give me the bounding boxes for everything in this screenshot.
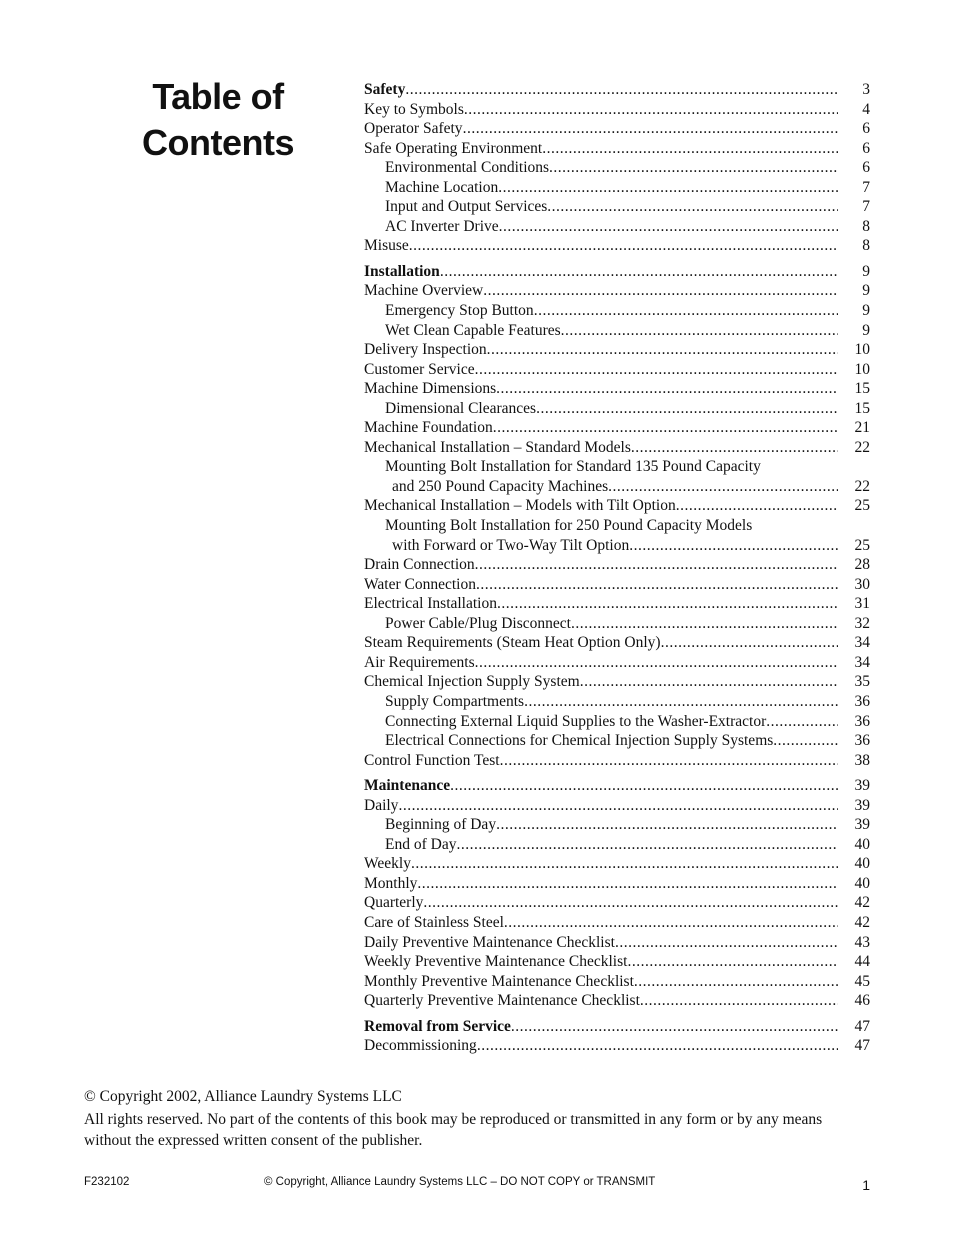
toc-dot-leader bbox=[398, 796, 838, 816]
table-of-contents bbox=[364, 80, 870, 1062]
toc-entry[interactable] bbox=[364, 575, 870, 595]
toc-entry-title: Mechanical Installation – Standard Models bbox=[364, 438, 631, 456]
toc-entry-title: Machine Foundation bbox=[364, 419, 493, 437]
toc-entry[interactable] bbox=[364, 217, 870, 237]
toc-entry-page: 10 bbox=[854, 360, 870, 378]
toc-entry[interactable] bbox=[364, 991, 870, 1011]
document-code: F232102 bbox=[84, 1176, 130, 1188]
toc-entry-page: 9 bbox=[862, 321, 870, 339]
toc-dot-leader bbox=[463, 119, 838, 139]
toc-entry[interactable] bbox=[364, 438, 870, 458]
toc-entry-title: Daily bbox=[364, 796, 399, 814]
toc-entry[interactable] bbox=[364, 692, 870, 712]
toc-entry-title: Mechanical Installation – Models with Tilt Option bbox=[364, 497, 676, 515]
toc-entry-continuation[interactable] bbox=[364, 536, 870, 556]
toc-dot-leader bbox=[493, 418, 838, 438]
toc-entry-title: Decommissioning bbox=[364, 1037, 477, 1055]
toc-entry-page: 43 bbox=[854, 933, 870, 951]
toc-entry[interactable] bbox=[364, 972, 870, 992]
toc-dot-leader bbox=[511, 1017, 838, 1037]
toc-entry-page: 3 bbox=[862, 81, 870, 98]
toc-dot-leader bbox=[477, 1036, 838, 1056]
toc-dot-leader bbox=[417, 874, 838, 894]
toc-entry-page: 45 bbox=[854, 972, 870, 990]
toc-entry-title: Installation bbox=[364, 262, 440, 280]
page-footer bbox=[84, 1175, 870, 1195]
toc-entry-page: 34 bbox=[854, 653, 870, 671]
toc-section bbox=[364, 80, 870, 256]
toc-entry[interactable] bbox=[364, 281, 870, 301]
toc-entry-title: Environmental Conditions bbox=[385, 159, 550, 177]
toc-entry-page: 39 bbox=[854, 816, 870, 834]
toc-dot-leader bbox=[615, 933, 838, 953]
toc-entry-title: Wet Clean Capable Features bbox=[385, 321, 561, 339]
toc-entry-title: Customer Service bbox=[364, 360, 475, 378]
toc-entry-page: 42 bbox=[854, 894, 870, 912]
toc-entry[interactable] bbox=[364, 301, 870, 321]
toc-entry-title: Daily Preventive Maintenance Checklist bbox=[364, 933, 615, 951]
toc-entry-page: 35 bbox=[854, 673, 870, 691]
toc-section bbox=[364, 262, 870, 770]
toc-entry-page: 21 bbox=[854, 419, 870, 437]
toc-entry-title: Electrical Installation bbox=[364, 595, 497, 613]
toc-entry[interactable] bbox=[364, 555, 870, 575]
toc-entry[interactable] bbox=[364, 496, 870, 516]
toc-entry[interactable] bbox=[364, 614, 870, 634]
toc-entry-title: Weekly Preventive Maintenance Checklist bbox=[364, 953, 628, 971]
toc-entry-page: 44 bbox=[854, 953, 870, 971]
toc-entry[interactable] bbox=[364, 379, 870, 399]
toc-entry[interactable] bbox=[364, 178, 870, 198]
toc-dot-leader bbox=[464, 100, 838, 120]
toc-entry-page: 8 bbox=[862, 217, 870, 235]
toc-entry-title: and 250 Pound Capacity Machines bbox=[392, 477, 609, 495]
toc-entry-title: Emergency Stop Button bbox=[385, 302, 534, 320]
toc-entry-page: 6 bbox=[862, 139, 870, 157]
toc-entry-page: 15 bbox=[854, 380, 870, 398]
toc-entry-title: AC Inverter Drive bbox=[385, 217, 499, 235]
toc-dot-leader bbox=[629, 536, 838, 556]
toc-dot-leader bbox=[542, 139, 838, 159]
toc-dot-leader bbox=[456, 835, 838, 855]
toc-section-heading[interactable] bbox=[364, 776, 870, 796]
toc-entry-title: Weekly bbox=[364, 855, 411, 873]
toc-dot-leader bbox=[627, 952, 838, 972]
toc-entry[interactable] bbox=[364, 815, 870, 835]
toc-dot-leader bbox=[561, 321, 838, 341]
toc-entry-page: 6 bbox=[862, 120, 870, 138]
toc-section-heading[interactable] bbox=[364, 1017, 870, 1037]
toc-entry-page: 34 bbox=[854, 634, 870, 652]
toc-dot-leader bbox=[536, 399, 838, 419]
toc-entry[interactable] bbox=[364, 236, 870, 256]
toc-dot-leader bbox=[549, 158, 838, 178]
toc-entry[interactable] bbox=[364, 653, 870, 673]
toc-entry-page: 42 bbox=[854, 913, 870, 931]
toc-entry-title: Maintenance bbox=[364, 777, 451, 795]
copyright-notice: © Copyright, Alliance Laundry Systems LLC – DO NOT COPY or TRANSMIT bbox=[264, 1176, 656, 1188]
toc-entry-page: 22 bbox=[854, 477, 870, 495]
toc-dot-leader bbox=[631, 438, 838, 458]
toc-entry[interactable] bbox=[364, 197, 870, 217]
toc-entry-title: Mounting Bolt Installation for 250 Pound Capacity Models bbox=[385, 517, 753, 535]
page-number: 1 bbox=[862, 1177, 870, 1193]
toc-dot-leader bbox=[676, 496, 838, 516]
toc-dot-leader bbox=[547, 197, 838, 217]
toc-entry-page: 9 bbox=[862, 262, 870, 280]
toc-entry-page: 40 bbox=[854, 835, 870, 853]
toc-entry[interactable] bbox=[364, 712, 870, 732]
toc-dot-leader bbox=[773, 731, 838, 751]
toc-entry-title: Machine Location bbox=[385, 178, 499, 196]
toc-dot-leader bbox=[487, 340, 838, 360]
toc-entry-page: 47 bbox=[854, 1037, 870, 1055]
toc-entry-page: 39 bbox=[854, 777, 870, 795]
toc-entry-page: 10 bbox=[854, 341, 870, 359]
toc-entry-title: Supply Compartments bbox=[385, 692, 525, 710]
toc-entry-title: Dimensional Clearances bbox=[385, 399, 537, 417]
toc-dot-leader bbox=[476, 575, 838, 595]
toc-entry-title: Care of Stainless Steel bbox=[364, 913, 504, 931]
toc-entry-title: Safe Operating Environment bbox=[364, 139, 543, 157]
toc-dot-leader bbox=[440, 262, 838, 282]
toc-section-heading[interactable] bbox=[364, 80, 870, 100]
toc-entry-title: Safety bbox=[364, 81, 406, 98]
toc-entry[interactable] bbox=[364, 672, 870, 692]
toc-entry-title: Chemical Injection Supply System bbox=[364, 673, 580, 691]
toc-dot-leader bbox=[499, 217, 838, 237]
toc-entry-title: Misuse bbox=[364, 237, 409, 255]
toc-entry[interactable] bbox=[364, 731, 870, 751]
toc-entry-title: Control Function Test bbox=[364, 751, 500, 769]
toc-entry-page: 39 bbox=[854, 796, 870, 814]
toc-entry[interactable] bbox=[364, 399, 870, 419]
toc-entry-page: 40 bbox=[854, 855, 870, 873]
toc-entry[interactable] bbox=[364, 874, 870, 894]
toc-dot-leader bbox=[571, 614, 838, 634]
toc-entry[interactable] bbox=[364, 457, 870, 477]
toc-entry[interactable] bbox=[364, 594, 870, 614]
toc-entry[interactable] bbox=[364, 913, 870, 933]
toc-entry-page: 36 bbox=[854, 692, 870, 710]
toc-entry-title: Input and Output Services bbox=[385, 198, 548, 216]
toc-entry-continuation[interactable] bbox=[364, 477, 870, 497]
toc-dot-leader bbox=[634, 972, 838, 992]
copyright-block bbox=[84, 1086, 864, 1151]
toc-entry-page: 8 bbox=[862, 237, 870, 255]
copyright-line: © Copyright 2002, Alliance Laundry Systems LLC bbox=[84, 1088, 402, 1105]
toc-entry-title: Delivery Inspection bbox=[364, 341, 487, 359]
toc-entry-page: 36 bbox=[854, 732, 870, 750]
toc-entry-title: Electrical Connections for Chemical Injection Supply Systems bbox=[385, 732, 774, 750]
toc-entry-title: Steam Requirements (Steam Heat Option Only) bbox=[364, 634, 661, 652]
toc-entry-page: 7 bbox=[862, 198, 870, 216]
toc-entry-title: Mounting Bolt Installation for Standard 135 Pound Capacity bbox=[385, 458, 761, 476]
toc-dot-leader bbox=[496, 379, 838, 399]
toc-entry-page: 46 bbox=[854, 992, 870, 1010]
toc-entry-title: End of Day bbox=[385, 835, 457, 853]
toc-dot-leader bbox=[500, 751, 838, 771]
page-title-line-2: Contents bbox=[142, 122, 294, 163]
toc-entry[interactable] bbox=[364, 893, 870, 913]
toc-dot-leader bbox=[423, 893, 838, 913]
page-title bbox=[118, 74, 318, 166]
toc-entry-title: Air Requirements bbox=[364, 653, 475, 671]
toc-dot-leader bbox=[411, 854, 838, 874]
toc-entry-title: Power Cable/Plug Disconnect bbox=[385, 614, 571, 632]
toc-entry-page: 15 bbox=[854, 399, 870, 417]
toc-entry-page: 36 bbox=[854, 712, 870, 730]
toc-entry[interactable] bbox=[364, 835, 870, 855]
toc-entry-page: 28 bbox=[854, 556, 870, 574]
toc-dot-leader bbox=[534, 301, 838, 321]
toc-section-heading[interactable] bbox=[364, 262, 870, 282]
toc-entry[interactable] bbox=[364, 340, 870, 360]
toc-section bbox=[364, 1017, 870, 1056]
toc-entry-page: 6 bbox=[862, 159, 870, 177]
toc-entry-title: Drain Connection bbox=[364, 556, 475, 574]
toc-entry[interactable] bbox=[364, 952, 870, 972]
toc-entry-page: 25 bbox=[854, 536, 870, 554]
toc-entry[interactable] bbox=[364, 418, 870, 438]
toc-entry-title: Water Connection bbox=[364, 575, 476, 593]
toc-dot-leader bbox=[524, 692, 838, 712]
toc-dot-leader bbox=[640, 991, 838, 1011]
toc-entry[interactable] bbox=[364, 158, 870, 178]
toc-entry[interactable] bbox=[364, 751, 870, 771]
toc-entry[interactable] bbox=[364, 119, 870, 139]
toc-entry-page: 9 bbox=[862, 302, 870, 320]
toc-entry-page: 31 bbox=[854, 595, 870, 613]
toc-entry-title: Monthly Preventive Maintenance Checklist bbox=[364, 972, 634, 990]
toc-section bbox=[364, 776, 870, 1011]
toc-entry[interactable] bbox=[364, 139, 870, 159]
toc-entry[interactable] bbox=[364, 1036, 870, 1056]
toc-entry-title: with Forward or Two-Way Tilt Option bbox=[392, 536, 630, 554]
toc-dot-leader bbox=[498, 178, 838, 198]
toc-dot-leader bbox=[504, 913, 838, 933]
toc-entry-page: 4 bbox=[862, 100, 870, 118]
toc-entry[interactable] bbox=[364, 854, 870, 874]
toc-dot-leader bbox=[766, 712, 838, 732]
toc-entry-title: Machine Overview bbox=[364, 282, 484, 300]
toc-entry[interactable] bbox=[364, 933, 870, 953]
toc-entry-title: Operator Safety bbox=[364, 120, 463, 138]
toc-entry-page: 32 bbox=[854, 614, 870, 632]
toc-dot-leader bbox=[475, 360, 838, 380]
toc-entry-page: 40 bbox=[854, 874, 870, 892]
toc-dot-leader bbox=[450, 776, 838, 796]
toc-dot-leader bbox=[608, 477, 838, 497]
toc-entry-page: 25 bbox=[854, 497, 870, 515]
toc-entry-title: Key to Symbols bbox=[364, 100, 464, 118]
toc-entry[interactable] bbox=[364, 321, 870, 341]
toc-entry-title: Connecting External Liquid Supplies to the Washer-Extractor bbox=[385, 712, 767, 730]
toc-dot-leader bbox=[409, 236, 838, 256]
toc-entry-page: 9 bbox=[862, 282, 870, 300]
toc-dot-leader bbox=[405, 80, 838, 100]
toc-entry[interactable] bbox=[364, 516, 870, 536]
toc-dot-leader bbox=[475, 653, 838, 673]
toc-entry[interactable] bbox=[364, 360, 870, 380]
toc-entry-page: 7 bbox=[862, 178, 870, 196]
toc-entry[interactable] bbox=[364, 633, 870, 653]
toc-entry-title: Quarterly bbox=[364, 894, 424, 912]
toc-dot-leader bbox=[580, 672, 838, 692]
toc-entry[interactable] bbox=[364, 100, 870, 120]
toc-dot-leader bbox=[661, 633, 838, 653]
toc-entry-title: Quarterly Preventive Maintenance Checklist bbox=[364, 992, 640, 1010]
toc-entry[interactable] bbox=[364, 796, 870, 816]
toc-entry-title: Monthly bbox=[364, 874, 418, 892]
toc-entry-page: 38 bbox=[854, 751, 870, 769]
toc-dot-leader bbox=[483, 281, 838, 301]
toc-dot-leader bbox=[475, 555, 838, 575]
page-title-line-1: Table of bbox=[152, 76, 284, 117]
toc-dot-leader bbox=[496, 815, 838, 835]
toc-entry-page: 30 bbox=[854, 575, 870, 593]
toc-entry-page: 47 bbox=[854, 1017, 870, 1035]
toc-entry-title: Machine Dimensions bbox=[364, 380, 497, 398]
rights-statement: All rights reserved. No part of the contents of this book may be reproduced or transmitted in any form or by any means without the expressed written consent of the publisher. bbox=[84, 1111, 823, 1149]
toc-entry-page: 22 bbox=[854, 438, 870, 456]
toc-entry-title: Removal from Service bbox=[364, 1017, 511, 1035]
toc-entry-title: Beginning of Day bbox=[385, 816, 497, 834]
toc-dot-leader bbox=[497, 594, 838, 614]
